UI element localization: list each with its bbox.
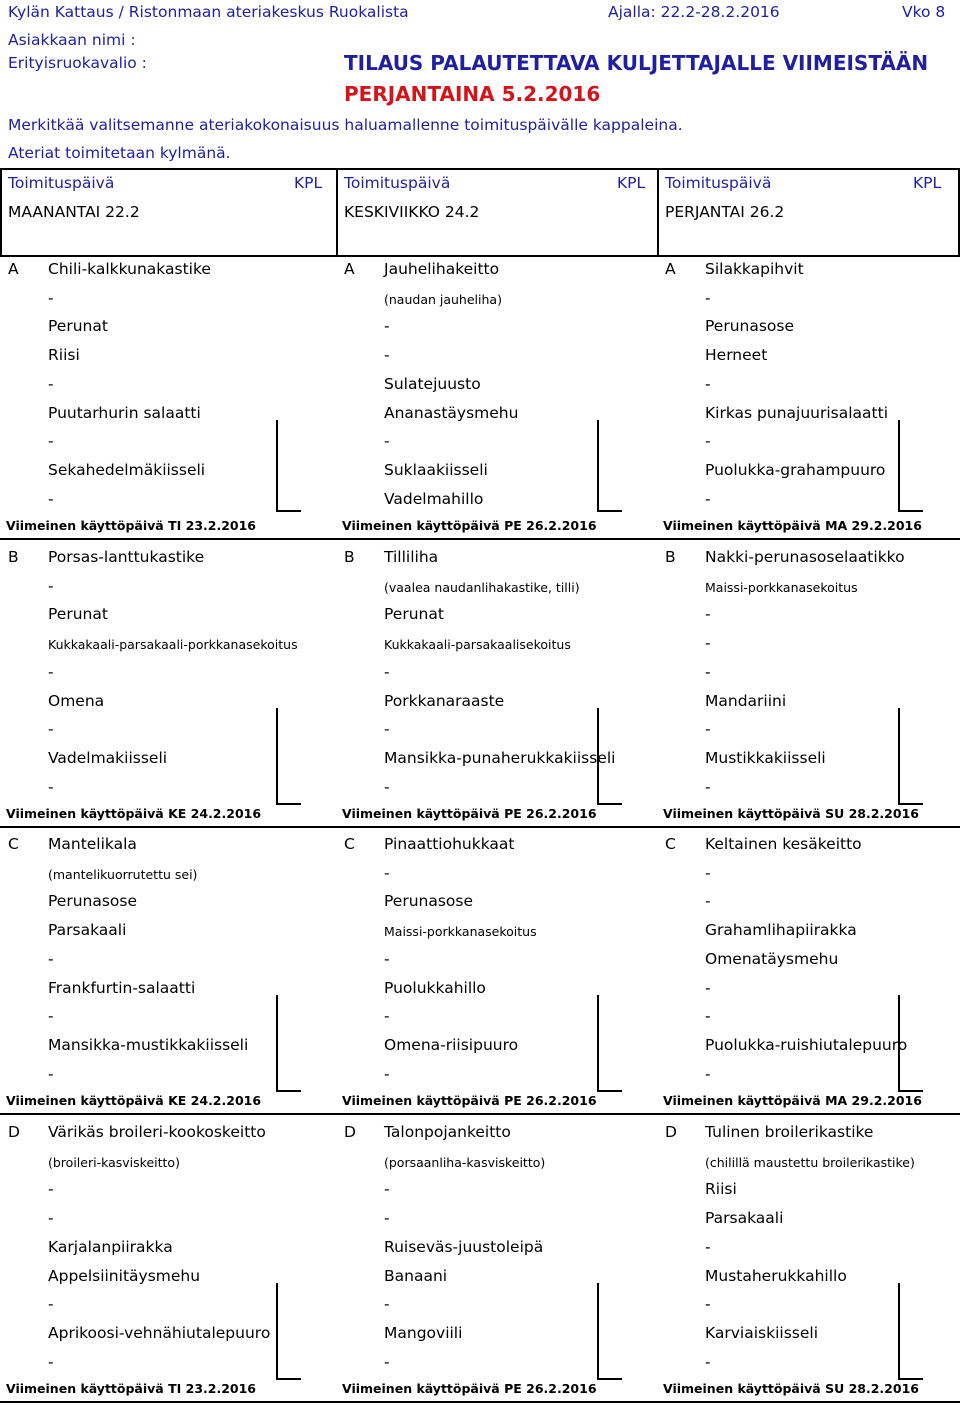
main-dish: Porsas-lanttukastike bbox=[48, 548, 205, 566]
menu-item: - bbox=[705, 892, 711, 911]
header-bottom-rule bbox=[0, 255, 960, 257]
header-top-rule bbox=[0, 168, 960, 170]
meal-option-letter: C bbox=[344, 835, 355, 853]
col2-day: KESKIVIIKKO 24.2 bbox=[344, 203, 480, 221]
period: Ajalla: 22.2-28.2.2016 bbox=[608, 3, 780, 21]
menu-item: Maissi-porkkanasekoitus bbox=[705, 579, 858, 595]
best-before-date: Viimeinen käyttöpäivä TI 23.2.2016 bbox=[6, 518, 256, 533]
menu-item: (naudan jauheliha) bbox=[384, 291, 502, 307]
menu-item: - bbox=[48, 576, 54, 595]
menu-item: - bbox=[48, 1064, 54, 1083]
menu-item: - bbox=[48, 720, 54, 739]
menu-item: Omenatäysmehu bbox=[705, 949, 839, 968]
main-dish: Tilliliha bbox=[384, 548, 439, 566]
col1-label: Toimituspäivä bbox=[8, 174, 115, 192]
order-deadline-line1: TILAUS PALAUTETTAVA KULJETTAJALLE VIIMEISTÄÄN bbox=[344, 51, 929, 75]
meal-option-letter: C bbox=[665, 835, 676, 853]
menu-item: - bbox=[384, 346, 390, 365]
meal-option-letter: A bbox=[665, 260, 676, 278]
main-dish: Nakki-perunasoselaatikko bbox=[705, 548, 905, 566]
best-before-date: Viimeinen käyttöpäivä MA 29.2.2016 bbox=[663, 518, 922, 533]
menu-item: - bbox=[705, 288, 711, 307]
menu-item: Omena bbox=[48, 691, 105, 710]
best-before-date: Viimeinen käyttöpäivä PE 26.2.2016 bbox=[342, 518, 597, 533]
menu-item: Appelsiinitäysmehu bbox=[48, 1266, 201, 1285]
menu-item: - bbox=[705, 777, 711, 796]
menu-item: - bbox=[48, 288, 54, 307]
menu-item: - bbox=[705, 1352, 711, 1371]
quantity-box[interactable] bbox=[276, 995, 301, 1092]
special-diet-label: Erityisruokavalio : bbox=[8, 54, 147, 72]
quantity-box[interactable] bbox=[597, 995, 622, 1092]
menu-item: Banaani bbox=[384, 1266, 448, 1285]
section-divider bbox=[0, 538, 960, 540]
col3-day: PERJANTAI 26.2 bbox=[665, 203, 785, 221]
meal-option-letter: A bbox=[344, 260, 355, 278]
menu-item: - bbox=[48, 1295, 54, 1314]
menu-item: Parsakaali bbox=[705, 1209, 784, 1228]
menu-item: - bbox=[384, 949, 390, 968]
menu-item: Sulatejuusto bbox=[384, 374, 481, 393]
menu-item: Perunasose bbox=[705, 317, 795, 336]
menu-item: Riisi bbox=[48, 346, 80, 365]
menu-item: - bbox=[384, 1007, 390, 1026]
menu-item: - bbox=[384, 317, 390, 336]
quantity-box[interactable] bbox=[898, 708, 923, 805]
menu-item: - bbox=[705, 662, 711, 681]
meal-option-letter: A bbox=[8, 260, 19, 278]
menu-item: - bbox=[384, 1295, 390, 1314]
best-before-date: Viimeinen käyttöpäivä SU 28.2.2016 bbox=[663, 806, 919, 821]
quantity-box[interactable] bbox=[276, 420, 301, 512]
instruction-1: Merkitkää valitsemanne ateriakokonaisuus haluamallenne toimituspäivälle kappaleina. bbox=[8, 116, 683, 134]
meal-option-letter: D bbox=[344, 1123, 356, 1141]
menu-item: - bbox=[48, 374, 54, 393]
menu-item: Maissi-porkkanasekoitus bbox=[384, 924, 537, 940]
quantity-box[interactable] bbox=[597, 1283, 622, 1380]
quantity-box[interactable] bbox=[898, 1283, 923, 1380]
menu-item: - bbox=[705, 720, 711, 739]
menu-item: - bbox=[48, 489, 54, 508]
meal-option-letter: B bbox=[344, 548, 355, 566]
quantity-box[interactable] bbox=[597, 708, 622, 805]
menu-item: Mustikkakiisseli bbox=[705, 748, 826, 767]
menu-item: Perunasose bbox=[48, 892, 138, 911]
main-dish: Värikäs broileri-kookoskeitto bbox=[48, 1123, 266, 1141]
menu-item: - bbox=[705, 1295, 711, 1314]
col3-kpl: KPL bbox=[913, 174, 942, 192]
main-dish: Jauhelihakeitto bbox=[384, 260, 500, 278]
menu-item: Mansikka-punaherukkakiisseli bbox=[384, 748, 616, 767]
menu-item: Perunat bbox=[48, 317, 108, 336]
menu-item: Herneet bbox=[705, 346, 768, 365]
section-divider bbox=[0, 826, 960, 828]
main-dish: Tulinen broilerikastike bbox=[705, 1123, 874, 1141]
menu-item: - bbox=[384, 432, 390, 451]
week-number: Vko 8 bbox=[902, 3, 946, 21]
menu-item: Perunat bbox=[48, 605, 108, 624]
menu-item: - bbox=[705, 1237, 711, 1256]
meal-option-letter: D bbox=[665, 1123, 677, 1141]
header-divider-2 bbox=[657, 168, 659, 257]
menu-item: - bbox=[384, 720, 390, 739]
menu-item: Puutarhurin salaatti bbox=[48, 403, 201, 422]
menu-item: Ruiseväs-juustoleipä bbox=[384, 1237, 544, 1256]
menu-item: Parsakaali bbox=[48, 921, 127, 940]
menu-item: - bbox=[48, 949, 54, 968]
quantity-box[interactable] bbox=[898, 995, 923, 1092]
quantity-box[interactable] bbox=[276, 708, 301, 805]
menu-item: - bbox=[705, 489, 711, 508]
menu-item: (broileri-kasviskeitto) bbox=[48, 1154, 180, 1170]
menu-item: (vaalea naudanlihakastike, tilli) bbox=[384, 579, 580, 595]
best-before-date: Viimeinen käyttöpäivä KE 24.2.2016 bbox=[6, 806, 262, 821]
menu-item: Kukkakaali-parsakaali-porkkanasekoitus bbox=[48, 637, 298, 653]
best-before-date: Viimeinen käyttöpäivä MA 29.2.2016 bbox=[663, 1093, 922, 1108]
menu-item: Puolukkahillo bbox=[384, 978, 486, 997]
quantity-box[interactable] bbox=[597, 420, 622, 512]
menu-item: Mangoviili bbox=[384, 1323, 463, 1342]
menu-item: Mandariini bbox=[705, 691, 787, 710]
col3-label: Toimituspäivä bbox=[665, 174, 772, 192]
menu-item: - bbox=[705, 634, 711, 653]
menu-item: - bbox=[384, 662, 390, 681]
menu-item: - bbox=[48, 1352, 54, 1371]
menu-item: Sekahedelmäkiisseli bbox=[48, 460, 206, 479]
menu-item: Ananastäysmehu bbox=[384, 403, 519, 422]
menu-item: - bbox=[48, 662, 54, 681]
menu-item: Karviaiskiisseli bbox=[705, 1323, 819, 1342]
best-before-date: Viimeinen käyttöpäivä PE 26.2.2016 bbox=[342, 1093, 597, 1108]
menu-item: Riisi bbox=[705, 1180, 737, 1199]
menu-item: Frankfurtin-salaatti bbox=[48, 978, 196, 997]
menu-item: - bbox=[705, 1064, 711, 1083]
menu-item: Mansikka-mustikkakiisseli bbox=[48, 1035, 249, 1054]
menu-item: - bbox=[705, 863, 711, 882]
menu-item: Porkkanaraaste bbox=[384, 691, 505, 710]
menu-item: - bbox=[48, 1007, 54, 1026]
menu-item: - bbox=[384, 1209, 390, 1228]
col2-label: Toimituspäivä bbox=[344, 174, 451, 192]
menu-item: Puolukka-grahampuuro bbox=[705, 460, 886, 479]
menu-item: (chilillä maustettu broilerikastike) bbox=[705, 1154, 915, 1170]
menu-item: Mustaherukkahillo bbox=[705, 1266, 847, 1285]
main-dish: Keltainen kesäkeitto bbox=[705, 835, 862, 853]
menu-item: - bbox=[705, 1007, 711, 1026]
menu-item: Perunasose bbox=[384, 892, 474, 911]
order-deadline-line2: PERJANTAINA 5.2.2016 bbox=[344, 82, 601, 106]
menu-item: Omena-riisipuuro bbox=[384, 1035, 519, 1054]
main-dish: Chili-kalkkunakastike bbox=[48, 260, 211, 278]
quantity-box[interactable] bbox=[898, 420, 923, 512]
menu-item: - bbox=[705, 605, 711, 624]
header-left-border bbox=[0, 168, 2, 257]
best-before-date: Viimeinen käyttöpäivä SU 28.2.2016 bbox=[663, 1381, 919, 1396]
meal-option-letter: B bbox=[8, 548, 19, 566]
menu-item: - bbox=[48, 777, 54, 796]
menu-item: - bbox=[48, 1209, 54, 1228]
menu-item: Suklaakiisseli bbox=[384, 460, 488, 479]
menu-item: Kukkakaali-parsakaalisekoitus bbox=[384, 637, 571, 653]
main-dish: Talonpojankeitto bbox=[384, 1123, 511, 1141]
menu-item: Karjalanpiirakka bbox=[48, 1237, 173, 1256]
menu-item: Kirkas punajuurisalaatti bbox=[705, 403, 889, 422]
instruction-2: Ateriat toimitetaan kylmänä. bbox=[8, 144, 231, 162]
col2-kpl: KPL bbox=[617, 174, 646, 192]
main-dish: Pinaattiohukkaat bbox=[384, 835, 515, 853]
menu-item: - bbox=[705, 374, 711, 393]
best-before-date: Viimeinen käyttöpäivä PE 26.2.2016 bbox=[342, 1381, 597, 1396]
main-dish: Silakkapihvit bbox=[705, 260, 804, 278]
section-divider bbox=[0, 1401, 960, 1403]
menu-item: - bbox=[705, 432, 711, 451]
menu-item: - bbox=[384, 1180, 390, 1199]
menu-item: Grahamlihapiirakka bbox=[705, 921, 857, 940]
menu-item: Vadelmahillo bbox=[384, 489, 484, 508]
col1-day: MAANANTAI 22.2 bbox=[8, 203, 140, 221]
best-before-date: Viimeinen käyttöpäivä KE 24.2.2016 bbox=[6, 1093, 262, 1108]
menu-item: - bbox=[384, 863, 390, 882]
best-before-date: Viimeinen käyttöpäivä PE 26.2.2016 bbox=[342, 806, 597, 821]
menu-item: - bbox=[384, 1064, 390, 1083]
meal-option-letter: B bbox=[665, 548, 676, 566]
meal-option-letter: C bbox=[8, 835, 19, 853]
meal-option-letter: D bbox=[8, 1123, 20, 1141]
header-divider-1 bbox=[336, 168, 338, 257]
menu-item: Aprikoosi-vehnähiutalepuuro bbox=[48, 1323, 271, 1342]
menu-item: - bbox=[384, 777, 390, 796]
menu-item: (mantelikuorrutettu sei) bbox=[48, 866, 198, 882]
menu-item: Vadelmakiisseli bbox=[48, 748, 168, 767]
best-before-date: Viimeinen käyttöpäivä TI 23.2.2016 bbox=[6, 1381, 256, 1396]
menu-item: Puolukka-ruishiutalepuuro bbox=[705, 1035, 908, 1054]
menu-title: Kylän Kattaus / Ristonmaan ateriakeskus Ruokalista bbox=[8, 3, 409, 21]
customer-name-label: Asiakkaan nimi : bbox=[8, 31, 136, 49]
menu-item: (porsaanliha-kasviskeitto) bbox=[384, 1154, 546, 1170]
menu-item: - bbox=[705, 978, 711, 997]
section-divider bbox=[0, 1113, 960, 1115]
menu-item: Perunat bbox=[384, 605, 444, 624]
menu-item: - bbox=[48, 432, 54, 451]
col1-kpl: KPL bbox=[294, 174, 323, 192]
main-dish: Mantelikala bbox=[48, 835, 137, 853]
menu-item: - bbox=[384, 1352, 390, 1371]
menu-item: - bbox=[48, 1180, 54, 1199]
quantity-box[interactable] bbox=[276, 1283, 301, 1380]
